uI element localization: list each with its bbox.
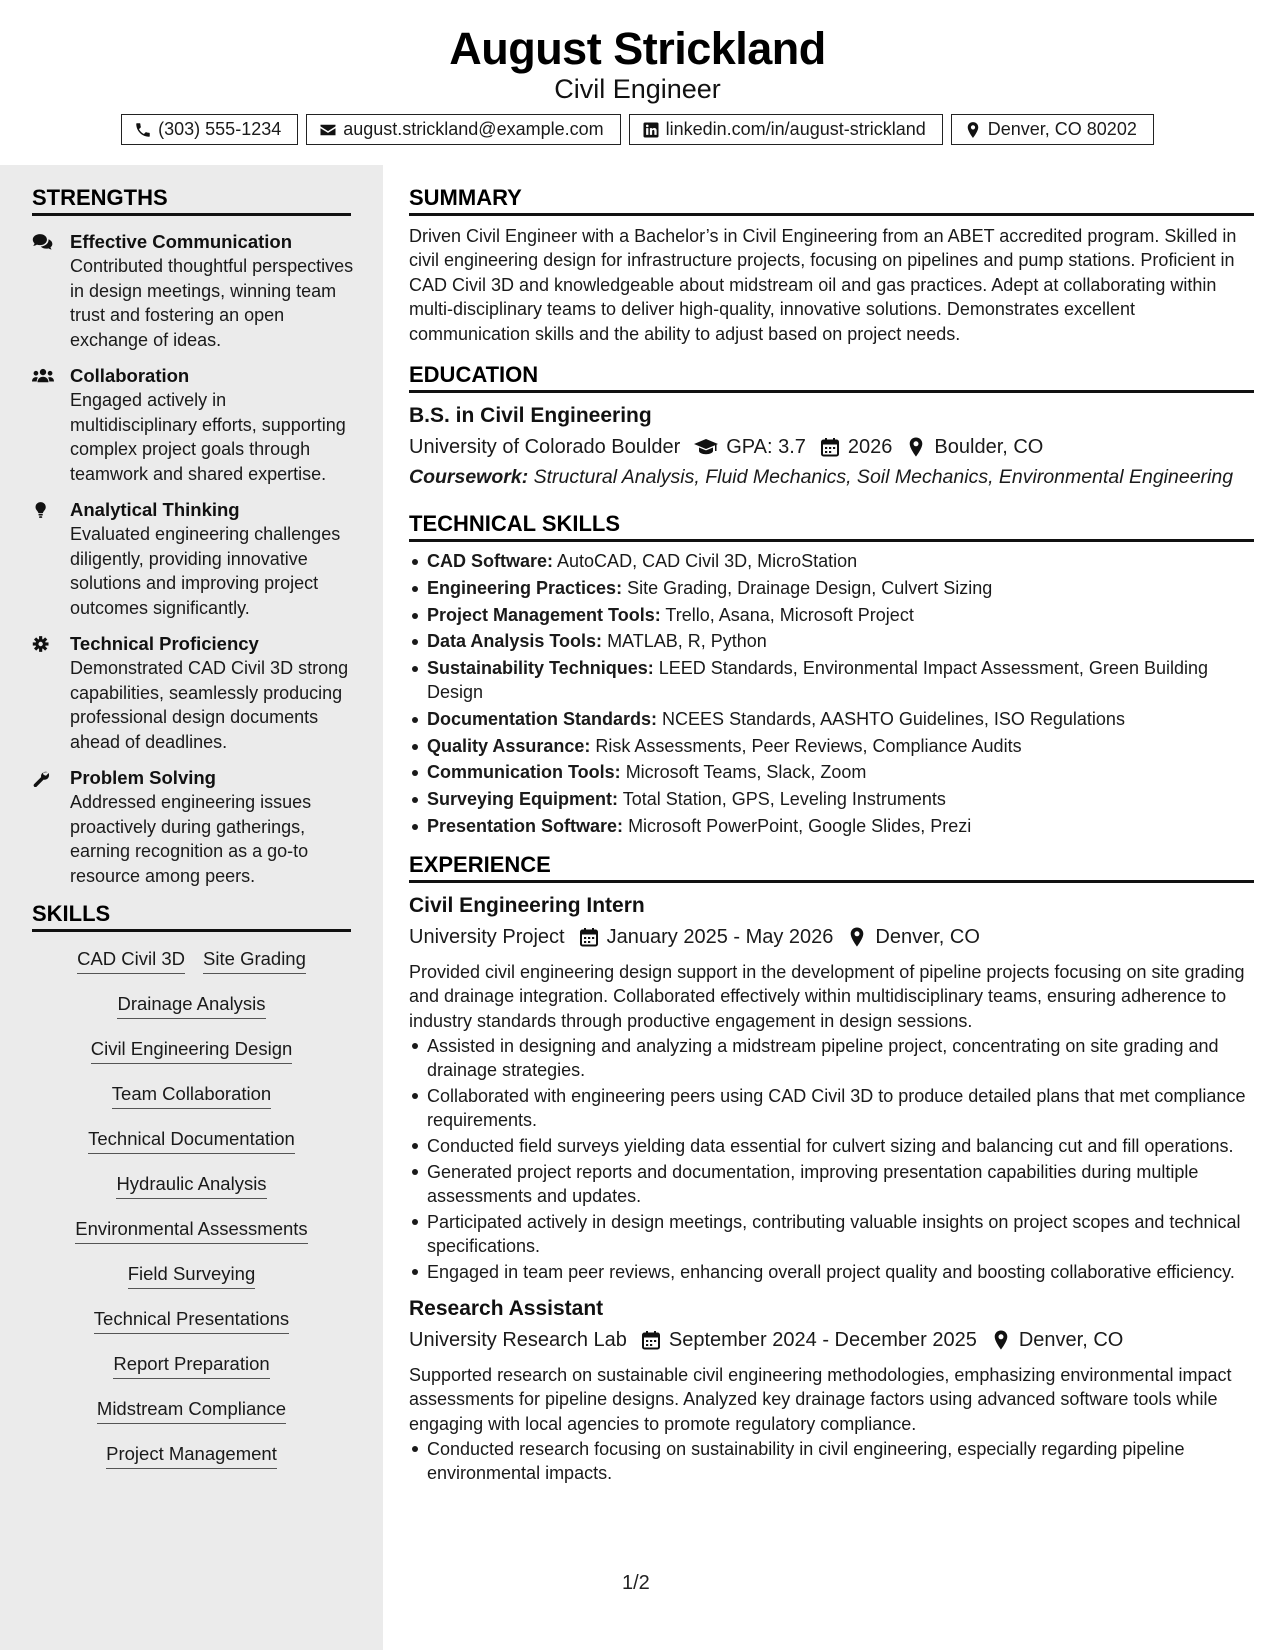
tech-skill-label: Project Management Tools: [427,604,661,625]
users-icon [32,367,54,385]
coursework-label: Coursework: [409,466,529,489]
main-content [383,165,1275,1650]
list-item [409,761,1254,785]
job-description: Provided civil engineering design support in the development of pipeline projects focusing on site grading and drainage integration. Collaborated effectively within multidisciplinary teams, ensuring adherence to industry standards through productive engagement in design sessions. [409,961,1245,1031]
strength-desc: Demonstrated CAD Civil 3D strong capabilities, seamlessly producing professional design documents ahead of deadlines. [70,658,349,752]
tech-skill-label: Communication Tools: [427,762,621,783]
summary-heading: SUMMARY [409,184,1254,216]
skill-tag: Site Grading [203,946,306,974]
list-item [409,550,1254,574]
job-bullets [409,1034,1254,1284]
job-meta [409,1325,1254,1355]
contact-location [951,114,1154,145]
tech-skill-value: Total Station, GPS, Leveling Instruments [622,789,946,810]
linkedin-icon [642,121,660,139]
graduation-year: 2026 [847,436,893,459]
tech-skill-label: Surveying Equipment: [427,789,619,810]
strength-item [32,230,354,352]
strength-desc: Addressed engineering issues proactively during gatherings, earning recognition as a go-to resource among peers. [70,792,312,886]
tech-skill-label: Documentation Standards: [427,708,658,729]
job-location: Denver, CO [1018,1329,1124,1352]
tech-skill-value: LEED Standards, Environmental Impact Assessment, Green Building Design [427,658,1209,703]
email-text: august.strickland@example.com [343,119,604,139]
experience-heading: EXPERIENCE [409,851,1254,883]
candidate-role: Civil Engineer [554,74,721,104]
strength-item [32,766,354,888]
skill-tag: Team Collaboration [112,1081,271,1109]
skill-tag: Midstream Compliance [97,1396,286,1424]
degree-title: B.S. in Civil Engineering [409,404,652,428]
job-title: Research Assistant [409,1297,604,1321]
list-item: Conducted research focusing on sustainability in civil engineering, especially regarding pipeline environmental impacts. [409,1437,1254,1485]
skills-list [32,946,351,1486]
tech-skill-label: Data Analysis Tools: [427,631,603,652]
tech-skill-value: Trello, Asana, Microsoft Project [665,604,914,625]
experience-entry [409,893,1254,1485]
map-marker-icon [964,121,982,139]
job-org: University Project [409,925,565,948]
contact-phone[interactable] [121,114,298,145]
linkedin-text: linkedin.com/in/august-strickland [665,119,926,139]
list-item: Engaged in team peer reviews, enhancing overall project quality and boosting collaborative efficiency. [409,1260,1254,1284]
list-item [409,657,1254,705]
school-name: University of Colorado Boulder [409,436,681,459]
list-item [409,577,1254,601]
skill-tag: CAD Civil 3D [77,946,185,974]
list-item [409,735,1254,759]
phone-icon [134,121,152,139]
strength-title: Technical Proficiency [70,633,259,654]
education-meta [409,432,1254,462]
technical-skills-list [409,550,1254,839]
technical-skills-heading: TECHNICAL SKILLS [409,510,1254,542]
location-text: Denver, CO 80202 [987,119,1137,139]
tech-skill-label: CAD Software: [427,551,554,572]
list-item [409,788,1254,812]
sidebar [0,165,383,1650]
strength-title: Analytical Thinking [70,499,240,520]
calendar-icon [641,1330,661,1350]
list-item [409,604,1254,628]
skills-heading: SKILLS [32,900,351,932]
phone-text: (303) 555-1234 [158,119,282,139]
list-item [409,630,1254,654]
strength-item [32,498,354,620]
skill-tag: Technical Presentations [94,1306,289,1334]
tech-skill-value: MATLAB, R, Python [607,631,767,652]
list-item: Collaborated with engineering peers using CAD Civil 3D to produce detailed plans that met compliance requirements. [409,1084,1254,1132]
strength-desc: Engaged actively in multidisciplinary efforts, supporting complex project goals through teamwork and shared expertise. [70,390,346,484]
strength-desc: Contributed thoughtful perspectives in design meetings, winning team trust and fostering an open exchange of ideas. [70,256,354,350]
tech-skill-label: Presentation Software: [427,816,624,836]
coursework-list: Structural Analysis, Fluid Mechanics, Soil Mechanics, Environmental Engineering [533,466,1234,489]
lightbulb-icon [32,501,54,519]
map-marker-icon [906,437,926,457]
summary-text: Driven Civil Engineer with a Bachelor’s in Civil Engineering from an ABET accredited program. Skilled in civil engineering design for infrastructure projects, focusing on pipelines and pump stations. Proficient in CAD Civil 3D and knowledgeable about midstream oil and gas practices. Adept at collaborating within multi-disciplinary teams to deliver high-quality, innovative solutions. Demonstrates excellent communication skills and the ability to adjust based on project needs. [409,226,1237,344]
map-marker-icon [847,927,867,947]
skill-tag: Drainage Analysis [117,991,265,1019]
strength-desc: Evaluated engineering challenges diligently, providing innovative solutions and improving project outcomes significantly. [70,524,341,618]
wrench-icon [32,769,54,787]
tech-skill-value: Site Grading, Drainage Design, Culvert Sizing [627,577,993,598]
skill-tag: Field Surveying [128,1261,256,1289]
job-description: Supported research on sustainable civil engineering methodologies, emphasizing environmental impact assessments for pipeline designs. Analyzed key drainage factors using advanced software tools while engaging with local agencies to promote regulatory compliance. [409,1365,1232,1434]
skill-tag: Technical Documentation [88,1126,295,1154]
resume-header [0,0,1275,165]
calendar-icon [579,927,599,947]
strength-title: Effective Communication [70,231,293,252]
contact-bar [0,114,1275,145]
school-location: Boulder, CO [934,436,1044,459]
tech-skill-value: Microsoft Teams, Slack, Zoom [625,762,867,783]
calendar-icon [820,437,840,457]
contact-linkedin[interactable] [629,114,943,145]
strengths-heading: STRENGTHS [32,184,351,216]
job-dates: January 2025 - May 2026 [606,925,834,948]
strength-title: Problem Solving [70,767,216,788]
contact-email[interactable] [306,114,620,145]
candidate-name: August Strickland [449,23,826,74]
job-org: University Research Lab [409,1329,627,1352]
tech-skill-label: Sustainability Techniques: [427,658,654,679]
skill-tag: Project Management [106,1441,277,1469]
page-number: 1/2 [622,1572,650,1594]
strength-item [32,364,354,486]
strength-item [32,632,354,754]
list-item: Conducted field surveys yielding data essential for culvert sizing and balancing cut and fill operations. [409,1134,1254,1158]
list-item [409,708,1254,732]
education-heading: EDUCATION [409,361,1254,393]
skill-tag: Report Preparation [113,1351,269,1379]
gpa-text: GPA: 3.7 [726,436,806,459]
tech-skill-value: NCEES Standards, AASHTO Guidelines, ISO Regulations [662,708,1125,729]
strengths-list [32,230,354,888]
tech-skill-value: AutoCAD, CAD Civil 3D, MicroStation [557,551,858,572]
list-item: Participated actively in design meetings, contributing valuable insights on project scopes and technical specifications. [409,1210,1254,1258]
job-dates: September 2024 - December 2025 [668,1329,977,1352]
tech-skill-label: Engineering Practices: [427,577,623,598]
comments-icon [32,233,54,251]
list-item: Assisted in designing and analyzing a midstream pipeline project, concentrating on site grading and drainage strategies. [409,1034,1254,1082]
tech-skill-label: Quality Assurance: [427,735,591,756]
skill-tag: Environmental Assessments [75,1216,307,1244]
graduation-cap-icon [694,437,718,457]
tech-skill-value: Risk Assessments, Peer Reviews, Compliance Audits [595,735,1022,756]
skill-tag: Hydraulic Analysis [116,1171,266,1199]
list-item: Generated project reports and documentation, improving presentation capabilities during multiple assessments and updates. [409,1160,1254,1208]
education-entry [409,403,1254,489]
job-bullets [409,1437,1254,1485]
map-marker-icon [991,1330,1011,1350]
job-location: Denver, CO [875,925,980,948]
job-meta [409,922,1254,952]
skill-tag: Civil Engineering Design [91,1036,293,1064]
tech-skill-value: Microsoft PowerPoint, Google Slides, Prezi [628,816,972,836]
list-item [409,815,1254,839]
envelope-icon [319,121,337,139]
gear-icon [32,635,54,653]
strength-title: Collaboration [70,365,190,386]
coursework [409,465,1254,489]
job-title: Civil Engineering Intern [409,893,645,917]
